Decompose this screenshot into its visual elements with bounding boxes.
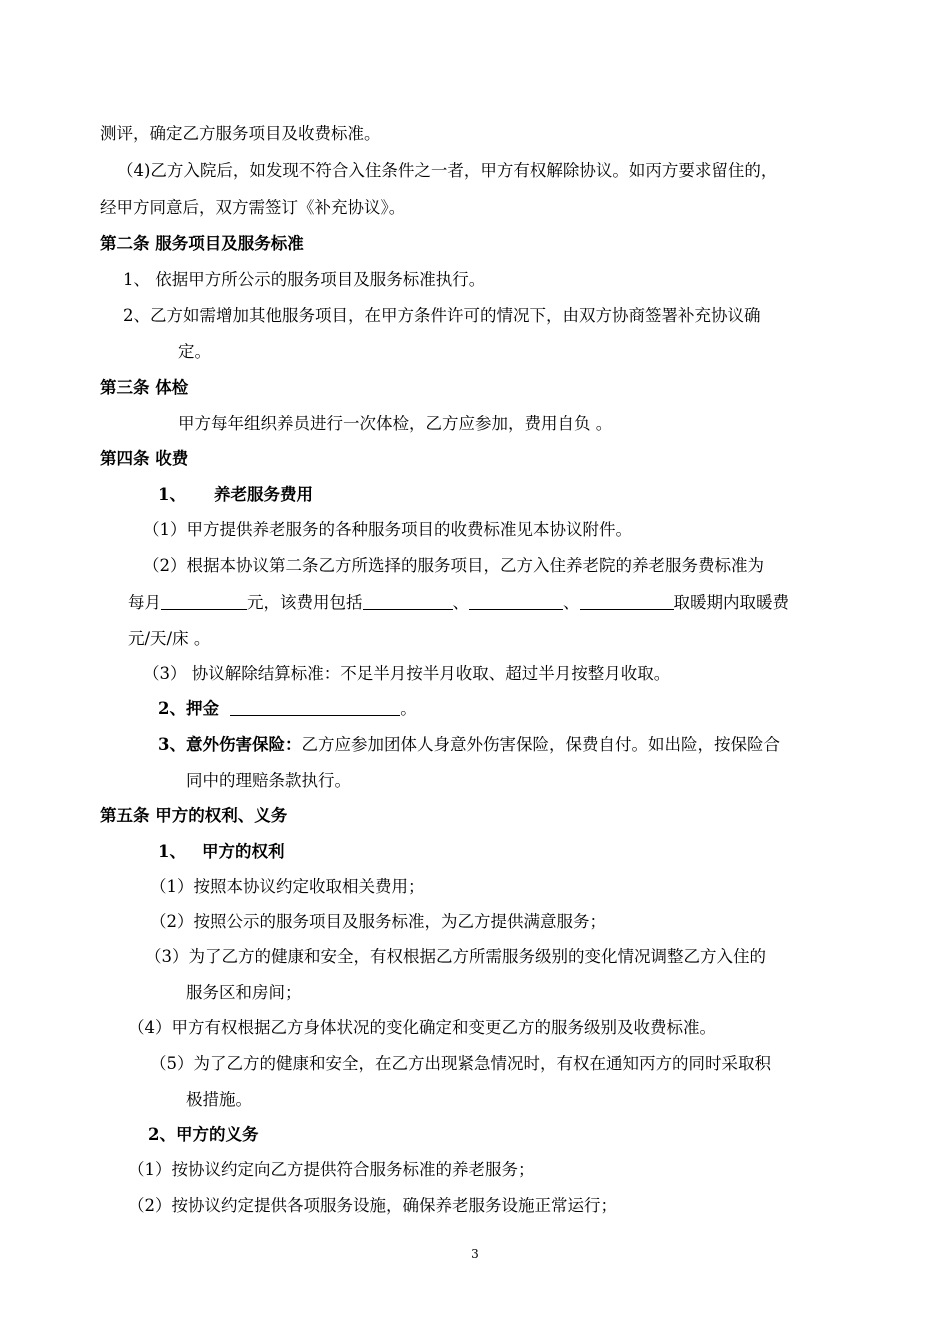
text-line: 1、 依据甲方所公示的服务项目及服务标准执行。	[123, 270, 486, 289]
text-line: （1）按照本协议约定收取相关费用；	[150, 877, 425, 896]
text-fragment: 。	[400, 699, 417, 718]
section-heading: 第三条 体检	[100, 378, 189, 397]
text-fragment: 每月	[128, 593, 161, 612]
blank-deposit[interactable]	[230, 699, 400, 716]
text-line: 同中的理赔条款执行。	[186, 771, 351, 790]
deposit-label: 2、押金	[158, 699, 219, 718]
subsection-number: 1、	[158, 842, 186, 861]
subsection-title: 甲方的权利	[202, 842, 285, 861]
text-line: 服务区和房间；	[186, 983, 302, 1002]
blank-fee-item-2[interactable]	[469, 593, 563, 610]
text-fragment: 取暖期内取暖费	[673, 593, 789, 612]
text-fragment: 元，该费用包括	[247, 593, 363, 612]
page-number: 3	[471, 1247, 479, 1261]
section-heading: 第五条 甲方的权利、义务	[100, 806, 288, 825]
text-fragment: 、	[563, 593, 580, 612]
blank-monthly-fee[interactable]	[161, 593, 247, 610]
text-line: 极措施。	[186, 1090, 252, 1109]
text-line: （2）按照公示的服务项目及服务标准，为乙方提供满意服务；	[150, 912, 606, 931]
fee-line	[128, 592, 789, 614]
text-line: （5）为了乙方的健康和安全，在乙方出现紧急情况时，有权在通知丙方的同时采取积	[150, 1054, 771, 1073]
text-line: （4)乙方入院后，如发现不符合入住条件之一者，甲方有权解除协议。如丙方要求留住的，	[117, 161, 778, 180]
deposit-line	[158, 698, 417, 720]
text-line: 经甲方同意后，双方需签订《补充协议》。	[100, 198, 406, 217]
text-line: （2）根据本协议第二条乙方所选择的服务项目，乙方入住养老院的养老服务费标准为	[143, 556, 764, 575]
section-heading: 第四条 收费	[100, 449, 189, 468]
subsection-title: 养老服务费用	[214, 485, 313, 504]
text-line: 甲方每年组织养员进行一次体检，乙方应参加，费用自负 。	[178, 414, 613, 433]
text-line: 2、乙方如需增加其他服务项目，在甲方条件许可的情况下，由双方协商签署补充协议确	[123, 306, 761, 325]
text-line: （1）甲方提供养老服务的各种服务项目的收费标准见本协议附件。	[143, 520, 632, 539]
text-line: 定。	[178, 342, 211, 361]
text-line: 元/天/床 。	[128, 629, 211, 648]
text-line: 测评，确定乙方服务项目及收费标准。	[100, 124, 381, 143]
blank-fee-item-3[interactable]	[580, 593, 674, 610]
text-line: （3）为了乙方的健康和安全，有权根据乙方所需服务级别的变化情况调整乙方入住的	[145, 947, 766, 966]
text-line: （2）按协议约定提供各项服务设施，确保养老服务设施正常运行；	[128, 1196, 617, 1215]
section-heading: 第二条 服务项目及服务标准	[100, 234, 304, 253]
subsection-number: 1、	[158, 485, 186, 504]
insurance-line	[158, 734, 780, 756]
blank-fee-item-1[interactable]	[363, 593, 453, 610]
text-line: （1）按协议约定向乙方提供符合服务标准的养老服务；	[128, 1160, 535, 1179]
text-line: （3） 协议解除结算标准：不足半月按半月收取、超过半月按整月收取。	[143, 664, 671, 683]
text-line: （4）甲方有权根据乙方身体状况的变化确定和变更乙方的服务级别及收费标准。	[128, 1018, 716, 1037]
subsection-title: 2、甲方的义务	[148, 1125, 259, 1144]
text-fragment: 乙方应参加团体人身意外伤害保险，保费自付。如出险，按保险合	[301, 735, 780, 754]
insurance-label: 3、意外伤害保险：	[158, 735, 302, 754]
text-fragment: 、	[452, 593, 469, 612]
